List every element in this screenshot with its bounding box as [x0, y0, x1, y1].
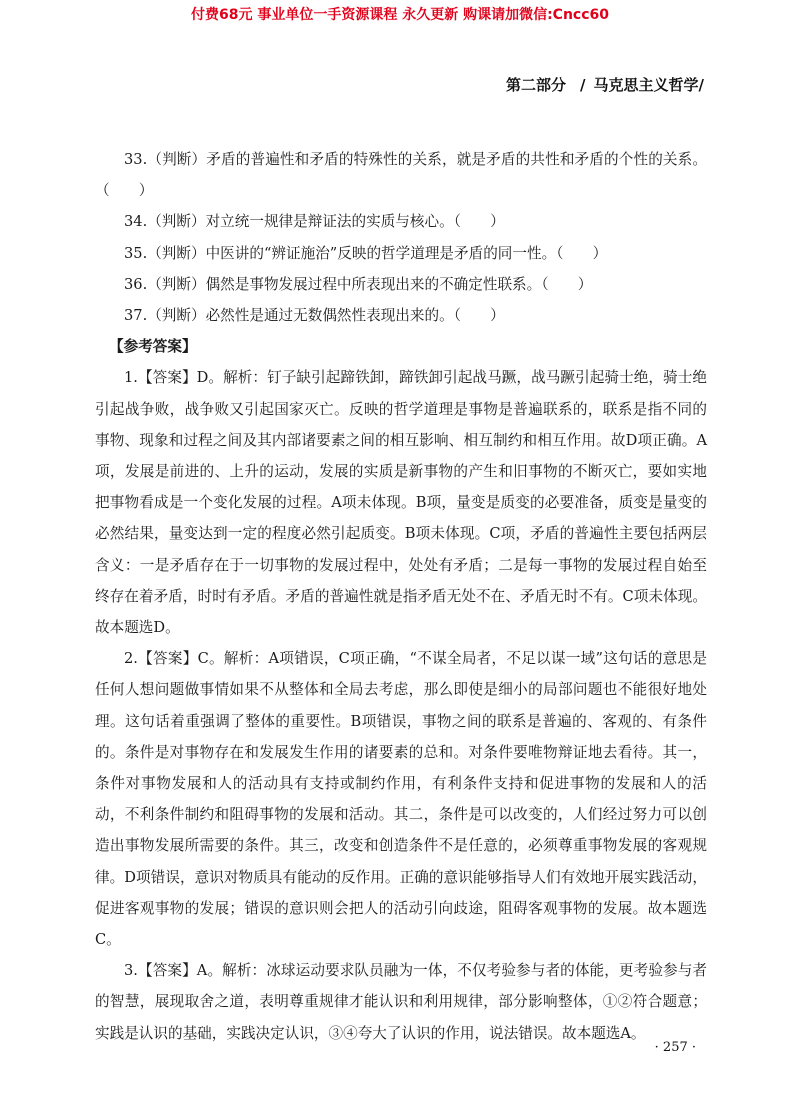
question-33: 33.（判断）矛盾的普遍性和矛盾的特殊性的关系，就是矛盾的共性和矛盾的个性的关系。（ ）	[95, 151, 707, 200]
answer-1: 1.【答案】D。解析：钉子缺引起蹄铁卸，蹄铁卸引起战马蹶，战马蹶引起骑士绝，骑士绝引起战争败，战争败又引起国家灭亡。反映的哲学道理是事物是普遍联系的，联系是指不同的事物、现象和过程之间及其内部诸要素之间的相互影响、相互制约和相互作用。故D项正确。A项，发展是前进的、上升的运动，发展的实质是新事物的产生和旧事物的不断灭亡，要如实地把事物看成是一个变化发展的过程。A项未体现。B项，量变是质变的必要准备，质变是量变的必然结果，量变达到一定的程度必然引起质变。B项未体现。C项，矛盾的普遍性主要包括两层含义：一是矛盾存在于一切事物的发展过程中，处处有矛盾；二是每一事物的发展过程自始至终存在着矛盾，时时有矛盾。矛盾的普遍性就是指矛盾无处不在、矛盾无时不有。C项未体现。故本题选D。	[95, 369, 707, 637]
header-trailing-separator: /	[698, 76, 704, 94]
section-label: 第二部分	[506, 76, 567, 94]
question-35: 35.（判断）中医讲的“辨证施治”反映的哲学道理是矛盾的同一性。（ ）	[124, 244, 608, 262]
chapter-label: 马克思主义哲学	[593, 76, 699, 94]
page-number: · 257 ·	[654, 1040, 696, 1055]
page-content	[95, 144, 707, 1049]
answer-2: 2.【答案】C。解析：A项错误，C项正确，“不谋全局者，不足以谋一域”这句话的意思是任何人想问题做事情如果不从整体和全局去考虑，那么即使是细小的局部问题也不能很好地处理。这句话着重强调了整体的重要性。B项错误，事物之间的联系是普遍的、客观的、有条件的。条件是对事物存在和发展发生作用的诸要素的总和。对条件要唯物辩证地去看待。其一，条件对事物发展和人的活动具有支持或制约作用，有利条件支持和促进事物的发展和人的活动，不利条件制约和阻碍事物的发展和活动。其二，条件是可以改变的，人们经过努力可以创造出事物发展所需要的条件。其三，改变和创造条件不是任意的，必须尊重事物发展的客观规律。D项错误，意识对物质具有能动的反作用。正确的意识能够指导人们有效地开展实践活动，促进客观事物的发展；错误的意识则会把人的活动引向歧途，阻碍客观事物的发展。故本题选C。	[95, 650, 707, 949]
question-37: 37.（判断）必然性是通过无数偶然性表现出来的。（ ）	[124, 307, 505, 325]
promo-banner: 付费68元 事业单位一手资源课程 永久更新 购课请加微信:Cncc60	[190, 7, 610, 23]
question-36: 36.（判断）偶然是事物发展过程中所表现出来的不确定性联系。（ ）	[124, 275, 593, 293]
answer-3: 3.【答案】A。解析：冰球运动要求队员融为一体，不仅考验参与者的体能，更考验参与者的智慧，展现取舍之道，表明尊重规律才能认识和利用规律，部分影响整体，①②符合题意；实践是认识的基础，实践决定认识，③④夸大了认识的作用，说法错误。故本题选A。	[95, 962, 707, 1042]
header-separator: /	[580, 76, 586, 94]
answers-heading: 【参考答案】	[109, 338, 197, 356]
question-34: 34.（判断）对立统一规律是辩证法的实质与核心。（ ）	[124, 213, 505, 231]
running-header	[506, 74, 704, 95]
